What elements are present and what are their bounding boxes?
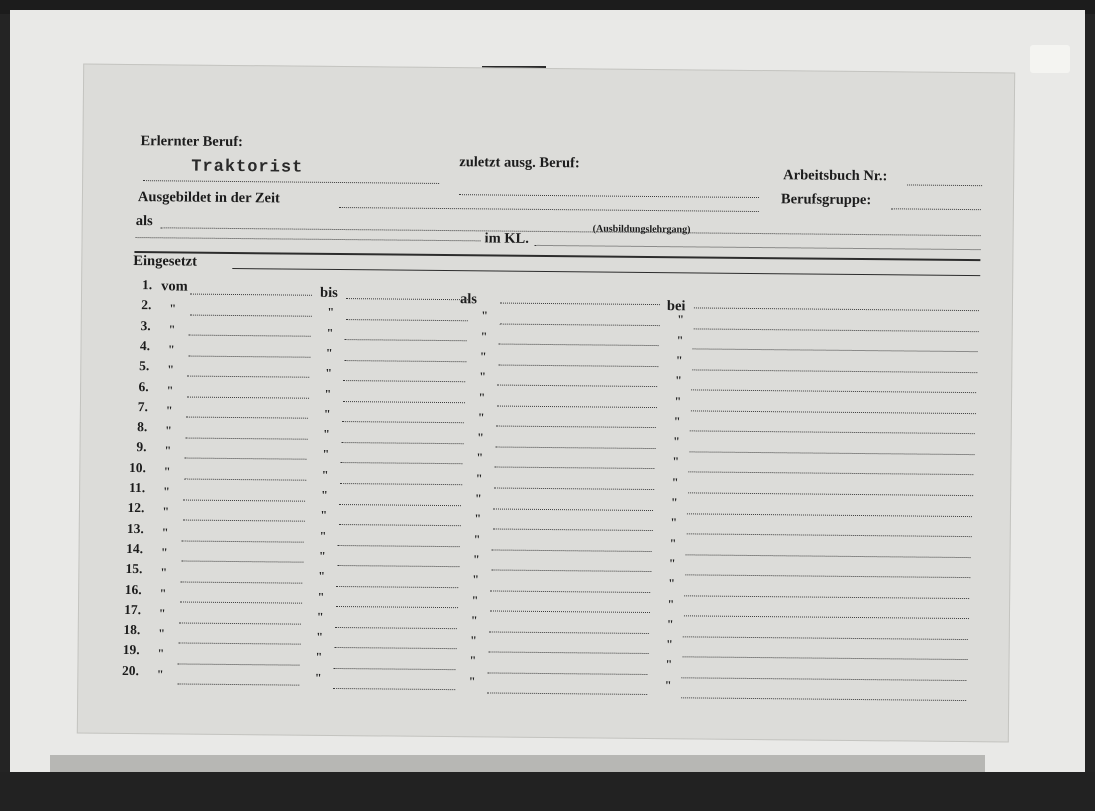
ditto-mark: " xyxy=(325,366,333,381)
entry-line xyxy=(495,446,655,449)
row-number: 1. xyxy=(141,277,153,293)
ditto-mark: " xyxy=(473,531,481,546)
arbeitsbuch-label: Arbeitsbuch Nr.: xyxy=(783,167,888,185)
ditto-mark: " xyxy=(676,332,684,347)
entry-line xyxy=(683,616,968,620)
ditto-mark: " xyxy=(326,325,334,340)
entry-line xyxy=(688,492,973,496)
ditto-mark: " xyxy=(677,312,685,327)
im-kl-line xyxy=(535,245,981,250)
entry-line xyxy=(184,478,306,480)
ditto-mark: " xyxy=(319,528,327,543)
registration-card xyxy=(77,64,1015,743)
scan-bottom-edge xyxy=(0,772,1095,811)
ditto-mark: " xyxy=(168,321,176,337)
ausgebildet-line xyxy=(339,207,759,212)
ditto-mark: " xyxy=(479,369,486,384)
ditto-mark: " xyxy=(159,585,167,600)
entry-line xyxy=(487,672,647,675)
ditto-mark: " xyxy=(316,629,323,644)
entry-line xyxy=(690,431,975,435)
ditto-mark: " xyxy=(666,637,673,652)
bei-label: bei xyxy=(666,298,686,315)
entry-line xyxy=(682,657,967,661)
entry-line xyxy=(681,698,966,702)
entry-line xyxy=(337,565,459,567)
ditto-mark: " xyxy=(163,484,170,499)
entry-line xyxy=(489,611,649,614)
row-number: 10. xyxy=(128,459,146,475)
entry-line xyxy=(188,355,310,357)
entry-line xyxy=(497,385,657,388)
entry-line xyxy=(333,688,455,690)
entry-line xyxy=(690,410,975,414)
ditto-mark: " xyxy=(323,426,330,442)
ditto-mark: " xyxy=(469,653,477,668)
entry-line xyxy=(177,663,299,665)
entry-line xyxy=(681,677,966,681)
entry-line xyxy=(494,487,654,490)
ditto-mark: " xyxy=(475,491,482,506)
eingesetzt-line xyxy=(232,268,980,276)
ausbildung-note: (Ausbildungslehrgang) xyxy=(592,223,691,236)
entry-line xyxy=(694,307,979,311)
als-column-label: als xyxy=(459,291,477,308)
entry-line xyxy=(492,549,652,552)
ditto-mark: " xyxy=(317,589,325,604)
entry-line xyxy=(340,462,462,464)
entry-line xyxy=(185,437,307,439)
entry-line xyxy=(494,467,654,470)
entry-line xyxy=(686,554,971,558)
ditto-mark: " xyxy=(671,474,679,489)
entry-line xyxy=(500,303,660,306)
row-number: 11. xyxy=(128,480,146,496)
entry-line xyxy=(487,693,647,696)
ditto-mark: " xyxy=(163,464,171,479)
entry-line xyxy=(489,631,649,634)
ditto-mark: " xyxy=(476,450,484,465)
entry-line xyxy=(336,606,458,608)
entry-line xyxy=(683,636,968,640)
row-number: 6. xyxy=(138,378,149,394)
entry-line xyxy=(182,540,304,542)
erlernter-beruf-value: Traktorist xyxy=(191,157,304,178)
ditto-mark: " xyxy=(479,349,487,364)
row-number: 15. xyxy=(125,561,143,577)
ditto-mark: " xyxy=(318,548,326,563)
row-number: 5. xyxy=(139,358,150,374)
entry-line xyxy=(335,627,457,629)
ausgebildet-label: Ausgebildet in der Zeit xyxy=(137,189,280,207)
row-number: 16. xyxy=(124,581,142,597)
arbeitsbuch-line xyxy=(907,184,982,186)
ditto-mark: " xyxy=(670,515,678,530)
entry-line xyxy=(498,364,658,367)
entry-line xyxy=(177,684,299,686)
entry-line xyxy=(184,458,306,460)
ditto-mark: " xyxy=(670,495,678,510)
row-number: 8. xyxy=(137,419,148,435)
eingesetzt-label: Eingesetzt xyxy=(133,253,198,270)
entry-line xyxy=(493,508,653,511)
ditto-mark: " xyxy=(167,362,175,377)
ditto-mark: " xyxy=(164,443,172,458)
ditto-mark: " xyxy=(666,616,674,632)
ditto-mark: " xyxy=(165,423,172,438)
zuletzt-label: zuletzt ausg. Beruf: xyxy=(459,154,580,172)
entry-line xyxy=(336,586,458,588)
entry-line xyxy=(499,323,659,326)
ditto-mark: " xyxy=(322,447,330,462)
entry-line xyxy=(178,643,300,645)
entry-line xyxy=(334,647,456,649)
entry-line xyxy=(189,314,311,316)
ditto-mark: " xyxy=(318,569,326,584)
ditto-mark: " xyxy=(166,382,174,397)
row-number: 13. xyxy=(126,520,144,536)
ditto-mark: " xyxy=(157,646,165,661)
ditto-mark: " xyxy=(167,342,175,357)
entry-line xyxy=(496,426,656,429)
entry-line xyxy=(342,421,464,423)
ditto-mark: " xyxy=(160,545,168,560)
im-kl-label: im KL. xyxy=(484,230,529,247)
ditto-mark: " xyxy=(468,673,476,689)
ditto-mark: " xyxy=(478,389,486,404)
ditto-mark: " xyxy=(315,650,323,665)
im-kl-pre-line xyxy=(136,237,481,241)
als-label: als xyxy=(135,213,153,230)
row-number: 19. xyxy=(122,642,140,658)
row-number: 18. xyxy=(123,622,141,638)
ditto-mark: " xyxy=(156,666,164,682)
ditto-mark: " xyxy=(675,373,682,388)
ditto-mark: " xyxy=(475,471,483,486)
entry-line xyxy=(187,376,309,378)
zuletzt-line xyxy=(459,194,759,198)
entry-line xyxy=(685,574,970,578)
entry-line xyxy=(186,417,308,419)
ditto-mark: " xyxy=(161,524,169,539)
entry-line xyxy=(181,561,303,563)
entry-line xyxy=(684,595,969,599)
entry-line xyxy=(687,513,972,517)
entry-line xyxy=(179,622,301,624)
vom-label: vom xyxy=(161,278,188,295)
entry-line xyxy=(182,520,304,522)
entry-line xyxy=(338,545,460,547)
berufsgruppe-label: Berufsgruppe: xyxy=(780,191,872,209)
ditto-mark: " xyxy=(673,434,680,449)
ditto-mark: " xyxy=(327,305,335,320)
als-line xyxy=(161,227,981,236)
ditto-mark: " xyxy=(470,613,478,628)
ditto-mark: " xyxy=(316,609,324,624)
entry-line xyxy=(693,348,978,352)
ditto-mark: " xyxy=(323,406,331,421)
bis-label: bis xyxy=(319,284,338,301)
entry-line xyxy=(180,602,302,604)
ditto-mark: " xyxy=(664,677,672,692)
row-number: 3. xyxy=(140,317,151,333)
entry-line xyxy=(492,529,652,532)
bottom-card-edge xyxy=(50,755,985,773)
entry-line xyxy=(190,294,312,296)
entry-line xyxy=(180,581,302,583)
row-number: 12. xyxy=(127,500,145,516)
entry-line xyxy=(339,504,461,506)
ditto-mark: " xyxy=(672,454,680,469)
ditto-mark: " xyxy=(169,301,177,316)
entry-line xyxy=(689,451,974,455)
entry-line xyxy=(490,590,650,593)
entry-line xyxy=(183,499,305,501)
row-number: 2. xyxy=(141,297,152,313)
entry-line xyxy=(344,360,466,362)
entry-line xyxy=(691,390,976,394)
ditto-mark: " xyxy=(665,657,673,672)
entry-line xyxy=(338,524,460,526)
entry-line xyxy=(346,298,468,300)
ditto-mark: " xyxy=(321,467,329,482)
entry-line xyxy=(187,396,309,398)
row-number: 14. xyxy=(126,540,144,557)
corner-tab xyxy=(1030,45,1070,73)
entry-line xyxy=(496,405,656,408)
entry-line xyxy=(488,652,648,655)
ditto-mark: " xyxy=(324,386,332,401)
header-divider xyxy=(134,251,980,261)
erlernter-beruf-line xyxy=(143,180,439,184)
ditto-mark: " xyxy=(165,403,173,418)
entry-line xyxy=(693,328,978,332)
entry-line xyxy=(189,335,311,337)
entry-line xyxy=(341,442,463,444)
ditto-mark: " xyxy=(669,535,677,550)
row-number: 17. xyxy=(124,601,142,617)
entry-line xyxy=(499,344,659,347)
row-number: 4. xyxy=(139,337,151,354)
ditto-mark: " xyxy=(481,308,489,323)
ditto-mark: " xyxy=(668,576,676,591)
ditto-mark: " xyxy=(158,606,166,621)
entry-line xyxy=(686,533,971,537)
ditto-mark: " xyxy=(321,487,328,502)
ditto-mark: " xyxy=(314,670,322,685)
ditto-mark: " xyxy=(477,430,484,445)
entry-line xyxy=(688,472,973,476)
ditto-mark: " xyxy=(674,393,682,408)
entry-line xyxy=(343,401,465,403)
entry-line xyxy=(345,319,467,321)
entry-line xyxy=(333,668,455,670)
ditto-mark: " xyxy=(158,626,166,641)
entry-line xyxy=(692,369,977,373)
ditto-mark: " xyxy=(668,556,676,571)
entry-line xyxy=(345,339,467,341)
entry-line xyxy=(340,483,462,485)
ditto-mark: " xyxy=(471,592,479,607)
ditto-mark: " xyxy=(480,328,488,344)
ditto-mark: " xyxy=(673,414,681,429)
berufsgruppe-line xyxy=(891,208,981,210)
entry-line xyxy=(491,570,651,573)
ditto-mark: " xyxy=(472,572,480,587)
ditto-mark: " xyxy=(477,410,485,425)
row-number: 7. xyxy=(137,398,149,414)
ditto-mark: " xyxy=(470,633,477,648)
row-number: 20. xyxy=(121,662,139,678)
ditto-mark: " xyxy=(474,511,482,526)
ditto-mark: " xyxy=(675,353,683,368)
ditto-mark: " xyxy=(325,345,333,360)
ditto-mark: " xyxy=(162,504,170,519)
ditto-mark: " xyxy=(667,596,675,611)
ditto-mark: " xyxy=(472,552,480,567)
ditto-mark: " xyxy=(160,565,168,580)
row-number: 9. xyxy=(136,439,147,455)
erlernter-beruf-label: Erlernter Beruf: xyxy=(140,133,243,151)
ditto-mark: " xyxy=(320,508,328,523)
entry-line xyxy=(343,380,465,382)
